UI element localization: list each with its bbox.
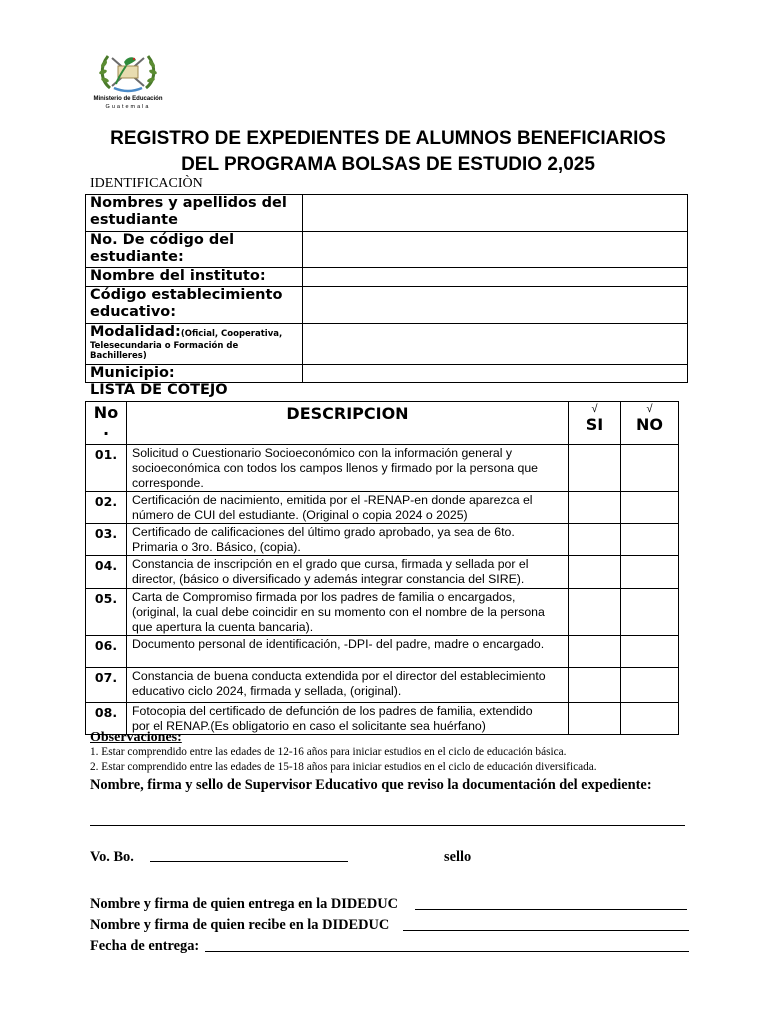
item-number: 02. — [86, 492, 127, 524]
checklist-row — [86, 589, 679, 636]
document-title-line1: REGISTRO DE EXPEDIENTES DE ALUMNOS BENEFICIARIOS — [110, 128, 666, 149]
identification-heading: IDENTIFICACIÒN — [90, 176, 203, 191]
checklist-row — [86, 445, 679, 492]
checklist-row — [86, 556, 679, 589]
supervisor-label: Nombre, firma y sello de Supervisor Educativo que reviso la documentación del expediente: — [90, 777, 652, 793]
header-no: √ NO — [621, 402, 679, 445]
field-label-modality: Modalidad:(Oficial, Cooperativa, Telesecundaria o Formación de Bachilleres) — [86, 324, 303, 365]
check-no-cell[interactable] — [621, 636, 679, 668]
document-title-line2: DEL PROGRAMA BOLSAS DE ESTUDIO 2,025 — [181, 154, 595, 175]
logo-caption: Ministerio de Educación — [93, 96, 163, 102]
sello-label: sello — [444, 849, 472, 865]
field-input-student-code[interactable] — [303, 232, 688, 268]
supervisor-signature-line[interactable] — [90, 813, 685, 826]
recibe-label: Nombre y firma de quien recibe en la DIDEDUC — [90, 917, 390, 933]
observation-item: 2. Estar comprendido entre las edades de 15-18 años para iniciar estudios en el ciclo de educación diversificada. — [90, 761, 597, 773]
ministry-logo — [88, 44, 168, 116]
header-number: No . — [86, 402, 127, 445]
check-si-cell[interactable] — [569, 556, 621, 589]
field-label-institute: Nombre del instituto: — [86, 268, 303, 287]
check-no-cell[interactable] — [621, 445, 679, 492]
item-number: 06. — [86, 636, 127, 668]
check-no-cell[interactable] — [621, 668, 679, 703]
field-input-school-code[interactable] — [303, 287, 688, 324]
check-no-cell[interactable] — [621, 589, 679, 636]
item-number: 05. — [86, 589, 127, 636]
item-description: Fotocopia del certificado de defunción de los padres de familia, extendido por el RENAP.(Es obligatorio en caso el solicitante sea huérfano) — [127, 703, 569, 735]
checklist-heading: LISTA DE COTEJO — [90, 382, 228, 398]
item-number: 01. — [86, 445, 127, 492]
item-number: 04. — [86, 556, 127, 589]
entrega-label: Nombre y firma de quien entrega en la DIDEDUC — [90, 896, 399, 912]
vobo-signature-line[interactable] — [150, 849, 348, 862]
vobo-label: Vo. Bo. — [90, 849, 134, 865]
item-description: Constancia de inscripción en el grado que cursa, firmada y sellada por el director, (básico o diversificado y además integrar constancia del SIRE). — [127, 556, 569, 589]
header-description: DESCRIPCION — [127, 402, 569, 445]
checklist-row — [86, 668, 679, 703]
item-description: Carta de Compromiso firmada por los padres de familia o encargados, (original, la cual debe coincidir en su momento con el nombre de la persona que apertura la cuenta bancaria). — [127, 589, 569, 636]
item-description: Documento personal de identificación, -DPI- del padre, madre o encargado. — [127, 636, 569, 668]
check-si-cell[interactable] — [569, 445, 621, 492]
check-no-cell[interactable] — [621, 556, 679, 589]
check-no-cell[interactable] — [621, 703, 679, 735]
field-input-institute[interactable] — [303, 268, 688, 287]
coat-of-arms-icon — [88, 44, 168, 96]
check-si-cell[interactable] — [569, 492, 621, 524]
checklist-row — [86, 636, 679, 668]
check-si-cell[interactable] — [569, 703, 621, 735]
check-si-cell[interactable] — [569, 668, 621, 703]
identification-table — [85, 194, 688, 383]
check-si-cell[interactable] — [569, 636, 621, 668]
field-input-municipality[interactable] — [303, 365, 688, 383]
check-mark-icon: √ — [591, 403, 598, 415]
field-input-student-name[interactable] — [303, 195, 688, 232]
header-si: √ SI — [569, 402, 621, 445]
item-number: 08. — [86, 703, 127, 735]
checklist-row — [86, 492, 679, 524]
field-label-municipality: Municipio: — [86, 365, 303, 383]
checklist-row — [86, 524, 679, 556]
checklist-header-row — [86, 402, 679, 445]
field-label-student-code: No. De código del estudiante: — [86, 232, 303, 268]
item-description: Solicitud o Cuestionario Socioeconómico con la información general y socioeconómica con todos los campos llenos y firmado por la persona que corresponde. — [127, 445, 569, 492]
fecha-entrega-line[interactable] — [205, 938, 689, 952]
observations-title: Observaciones: — [90, 730, 182, 745]
check-si-cell[interactable] — [569, 589, 621, 636]
field-input-modality[interactable] — [303, 324, 688, 365]
check-no-cell[interactable] — [621, 492, 679, 524]
item-description: Certificación de nacimiento, emitida por el -RENAP-en donde aparezca el número de CUI del estudiante. (Original o copia 2024 o 2025) — [127, 492, 569, 524]
item-number: 03. — [86, 524, 127, 556]
check-si-cell[interactable] — [569, 524, 621, 556]
fecha-label: Fecha de entrega: — [90, 938, 200, 954]
logo-country: Guatemala — [105, 104, 151, 110]
checklist-table — [85, 401, 679, 735]
check-no-cell[interactable] — [621, 524, 679, 556]
recibe-signature-line[interactable] — [403, 917, 689, 931]
check-mark-icon: √ — [646, 403, 653, 415]
item-description: Certificado de calificaciones del último grado aprobado, ya sea de 6to. Primaria o 3ro. Básico, (copia). — [127, 524, 569, 556]
entrega-signature-line[interactable] — [415, 896, 687, 910]
observation-item: 1. Estar comprendido entre las edades de 12-16 años para iniciar estudios en el ciclo de educación básica. — [90, 746, 567, 758]
item-number: 07. — [86, 668, 127, 703]
field-label-school-code: Código establecimiento educativo: — [86, 287, 303, 324]
item-description: Constancia de buena conducta extendida por el director del establecimiento educativo ciclo 2024, firmada y sellada, (original). — [127, 668, 569, 703]
field-label-student-name: Nombres y apellidos del estudiante — [86, 195, 303, 232]
